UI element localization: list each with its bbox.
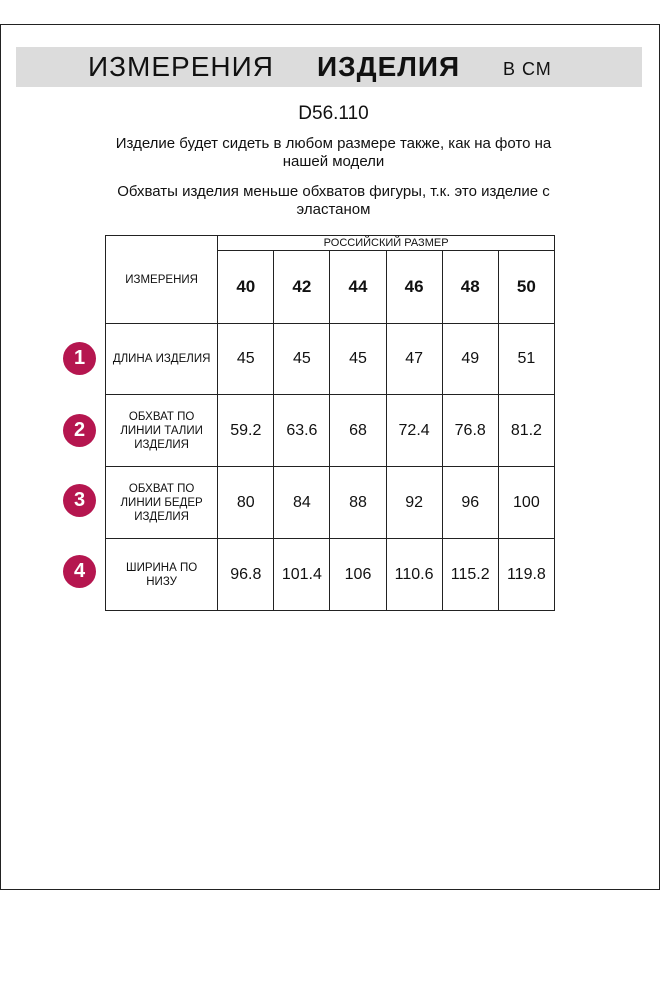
- table-row: [106, 324, 555, 395]
- table-cell: 47: [386, 324, 442, 395]
- elastane-note-text: Обхваты изделия меньше обхватов фигуры, т.к. это изделие с эластаном: [117, 183, 550, 218]
- row-number-badge: 3: [63, 484, 96, 517]
- table-cell: 68: [330, 395, 386, 467]
- header-title-product: ИЗДЕЛИЯ: [317, 51, 461, 82]
- table-cell: 96: [442, 467, 498, 539]
- size-table: [105, 235, 555, 611]
- table-cell: 96.8: [218, 539, 274, 611]
- table-row: [106, 539, 555, 611]
- elastane-note: [0, 183, 667, 219]
- fit-note-text: Изделие будет сидеть в любом размере также, как на фото на нашей модели: [115, 135, 552, 170]
- row-label-text: ОБХВАТ ПО ЛИНИИ БЕДЕР ИЗДЕЛИЯ: [120, 482, 203, 523]
- fit-note: [0, 135, 667, 171]
- table-cell: 88: [330, 467, 386, 539]
- table-cell: 76.8: [442, 395, 498, 467]
- table-cell: 51: [498, 324, 554, 395]
- row-label-text: ОБХВАТ ПО ЛИНИИ ТАЛИИ ИЗДЕЛИЯ: [120, 410, 203, 451]
- size-header-cell: 44: [330, 251, 386, 324]
- table-group-header-row: [106, 236, 555, 251]
- table-cell: 92: [386, 467, 442, 539]
- corner-label: ИЗМЕРЕНИЯ: [106, 236, 218, 324]
- table-cell: 49: [442, 324, 498, 395]
- size-header-cell: 46: [386, 251, 442, 324]
- article-code: D56.110: [298, 103, 369, 124]
- table-cell: 80: [218, 467, 274, 539]
- russian-size-header: РОССИЙСКИЙ РАЗМЕР: [218, 236, 555, 251]
- header-title-measurements: ИЗМЕРЕНИЯ: [88, 51, 274, 82]
- table-cell: 63.6: [274, 395, 330, 467]
- row-label: [106, 467, 218, 539]
- table-cell: 106: [330, 539, 386, 611]
- row-number-badge: 2: [63, 414, 96, 447]
- table-cell: 119.8: [498, 539, 554, 611]
- size-header-cell: 42: [274, 251, 330, 324]
- table-cell: 115.2: [442, 539, 498, 611]
- row-label: [106, 539, 218, 611]
- row-label: [106, 395, 218, 467]
- table-cell: 110.6: [386, 539, 442, 611]
- table-cell: 45: [330, 324, 386, 395]
- size-header-cell: 40: [218, 251, 274, 324]
- table-row: [106, 467, 555, 539]
- row-label: ДЛИНА ИЗДЕЛИЯ: [106, 324, 218, 395]
- table-row: [106, 395, 555, 467]
- table-cell: 72.4: [386, 395, 442, 467]
- table-cell: 101.4: [274, 539, 330, 611]
- table-cell: 100: [498, 467, 554, 539]
- row-number-badge: 4: [63, 555, 96, 588]
- row-number-badge: 1: [63, 342, 96, 375]
- table-cell: 45: [274, 324, 330, 395]
- size-header-cell: 50: [498, 251, 554, 324]
- table-cell: 45: [218, 324, 274, 395]
- table-cell: 81.2: [498, 395, 554, 467]
- table-cell: 84: [274, 467, 330, 539]
- row-label-text: ШИРИНА ПО НИЗУ: [126, 561, 198, 588]
- table-cell: 59.2: [218, 395, 274, 467]
- header-unit: В СМ: [503, 59, 552, 79]
- size-header-cell: 48: [442, 251, 498, 324]
